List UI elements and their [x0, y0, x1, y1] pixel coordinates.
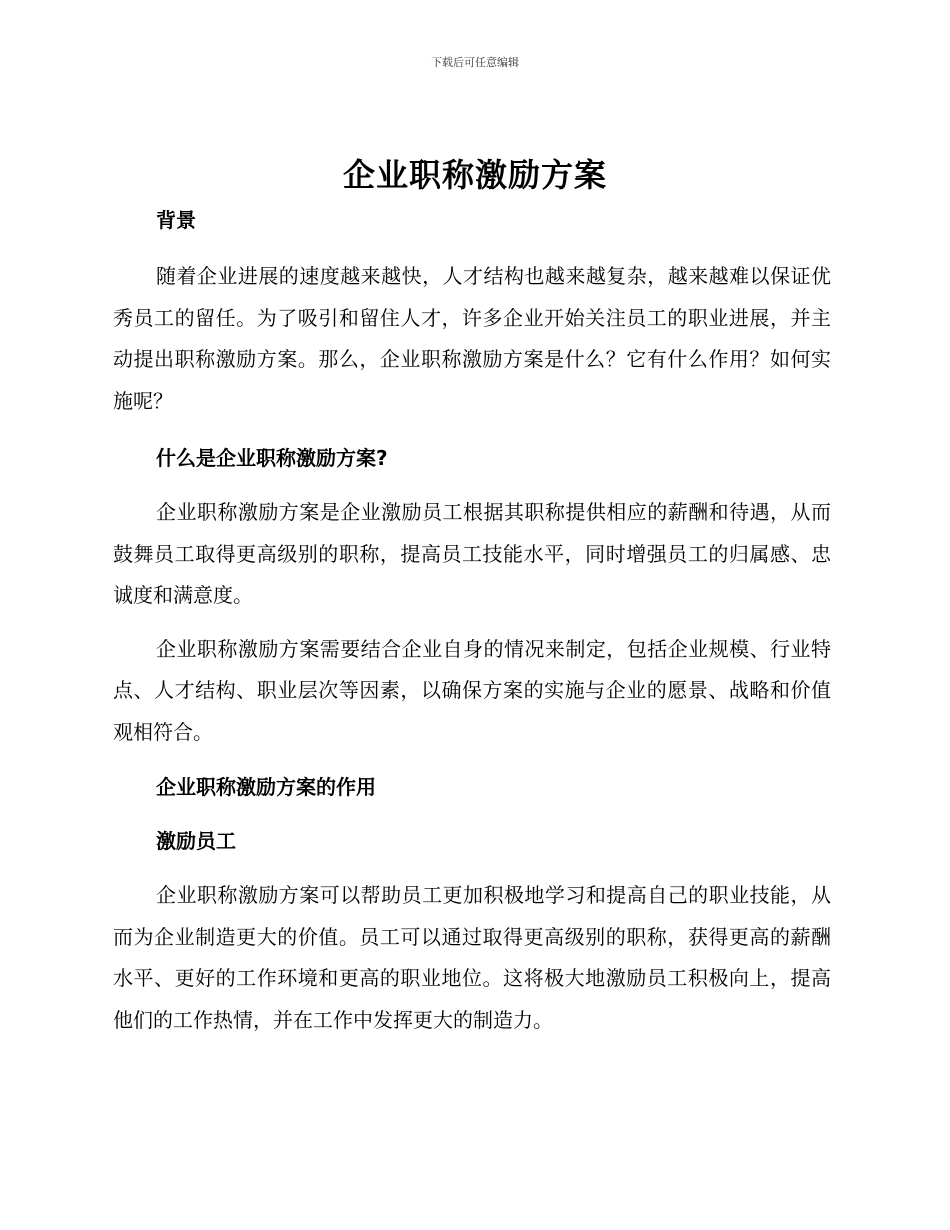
paragraph-what-2: 企业职称激励方案需要结合企业自身的情况来制定，包括企业规模、行业特点、人才结构、职业层次等因素，以确保方案的实施与企业的愿景、战略和价值观相符合。 — [113, 636, 831, 744]
document-title: 企业职称激励方案 — [342, 156, 607, 194]
paragraph-motivate: 企业职称激励方案可以帮助员工更加积极地学习和提高自己的职业技能，从而为企业制造更大的价值。员工可以通过取得更高级别的职称，获得更高的薪酬水平、更好的工作环境和更高的职业地位。这将极大地激励员工积极向上，提高他们的工作热情，并在工作中发挥更大的制造力。 — [113, 883, 831, 1032]
section-heading-background: 背景 — [156, 208, 196, 232]
paragraph-what-1: 企业职称激励方案是企业激励员工根据其职称提供相应的薪酬和待遇，从而鼓舞员工取得更高级别的职称，提高员工技能水平，同时增强员工的归属感、忠诚度和满意度。 — [113, 500, 831, 607]
section-heading-role: 企业职称激励方案的作用 — [156, 775, 376, 799]
paragraph-background: 随着企业进展的速度越来越快，人才结构也越来越复杂，越来越难以保证优秀员工的留任。为了吸引和留住人才，许多企业开始关注员工的职业进展，并主动提出职称激励方案。那么，企业职称激励方案是什么？它有什么作用？如何实施呢？ — [113, 264, 831, 413]
document-body — [113, 204, 831, 1041]
subsection-heading-motivate: 激励员工 — [156, 829, 236, 853]
header-note: 下载后可任意编辑 — [431, 56, 519, 69]
section-heading-what: 什么是企业职称激励方案? — [156, 446, 388, 470]
